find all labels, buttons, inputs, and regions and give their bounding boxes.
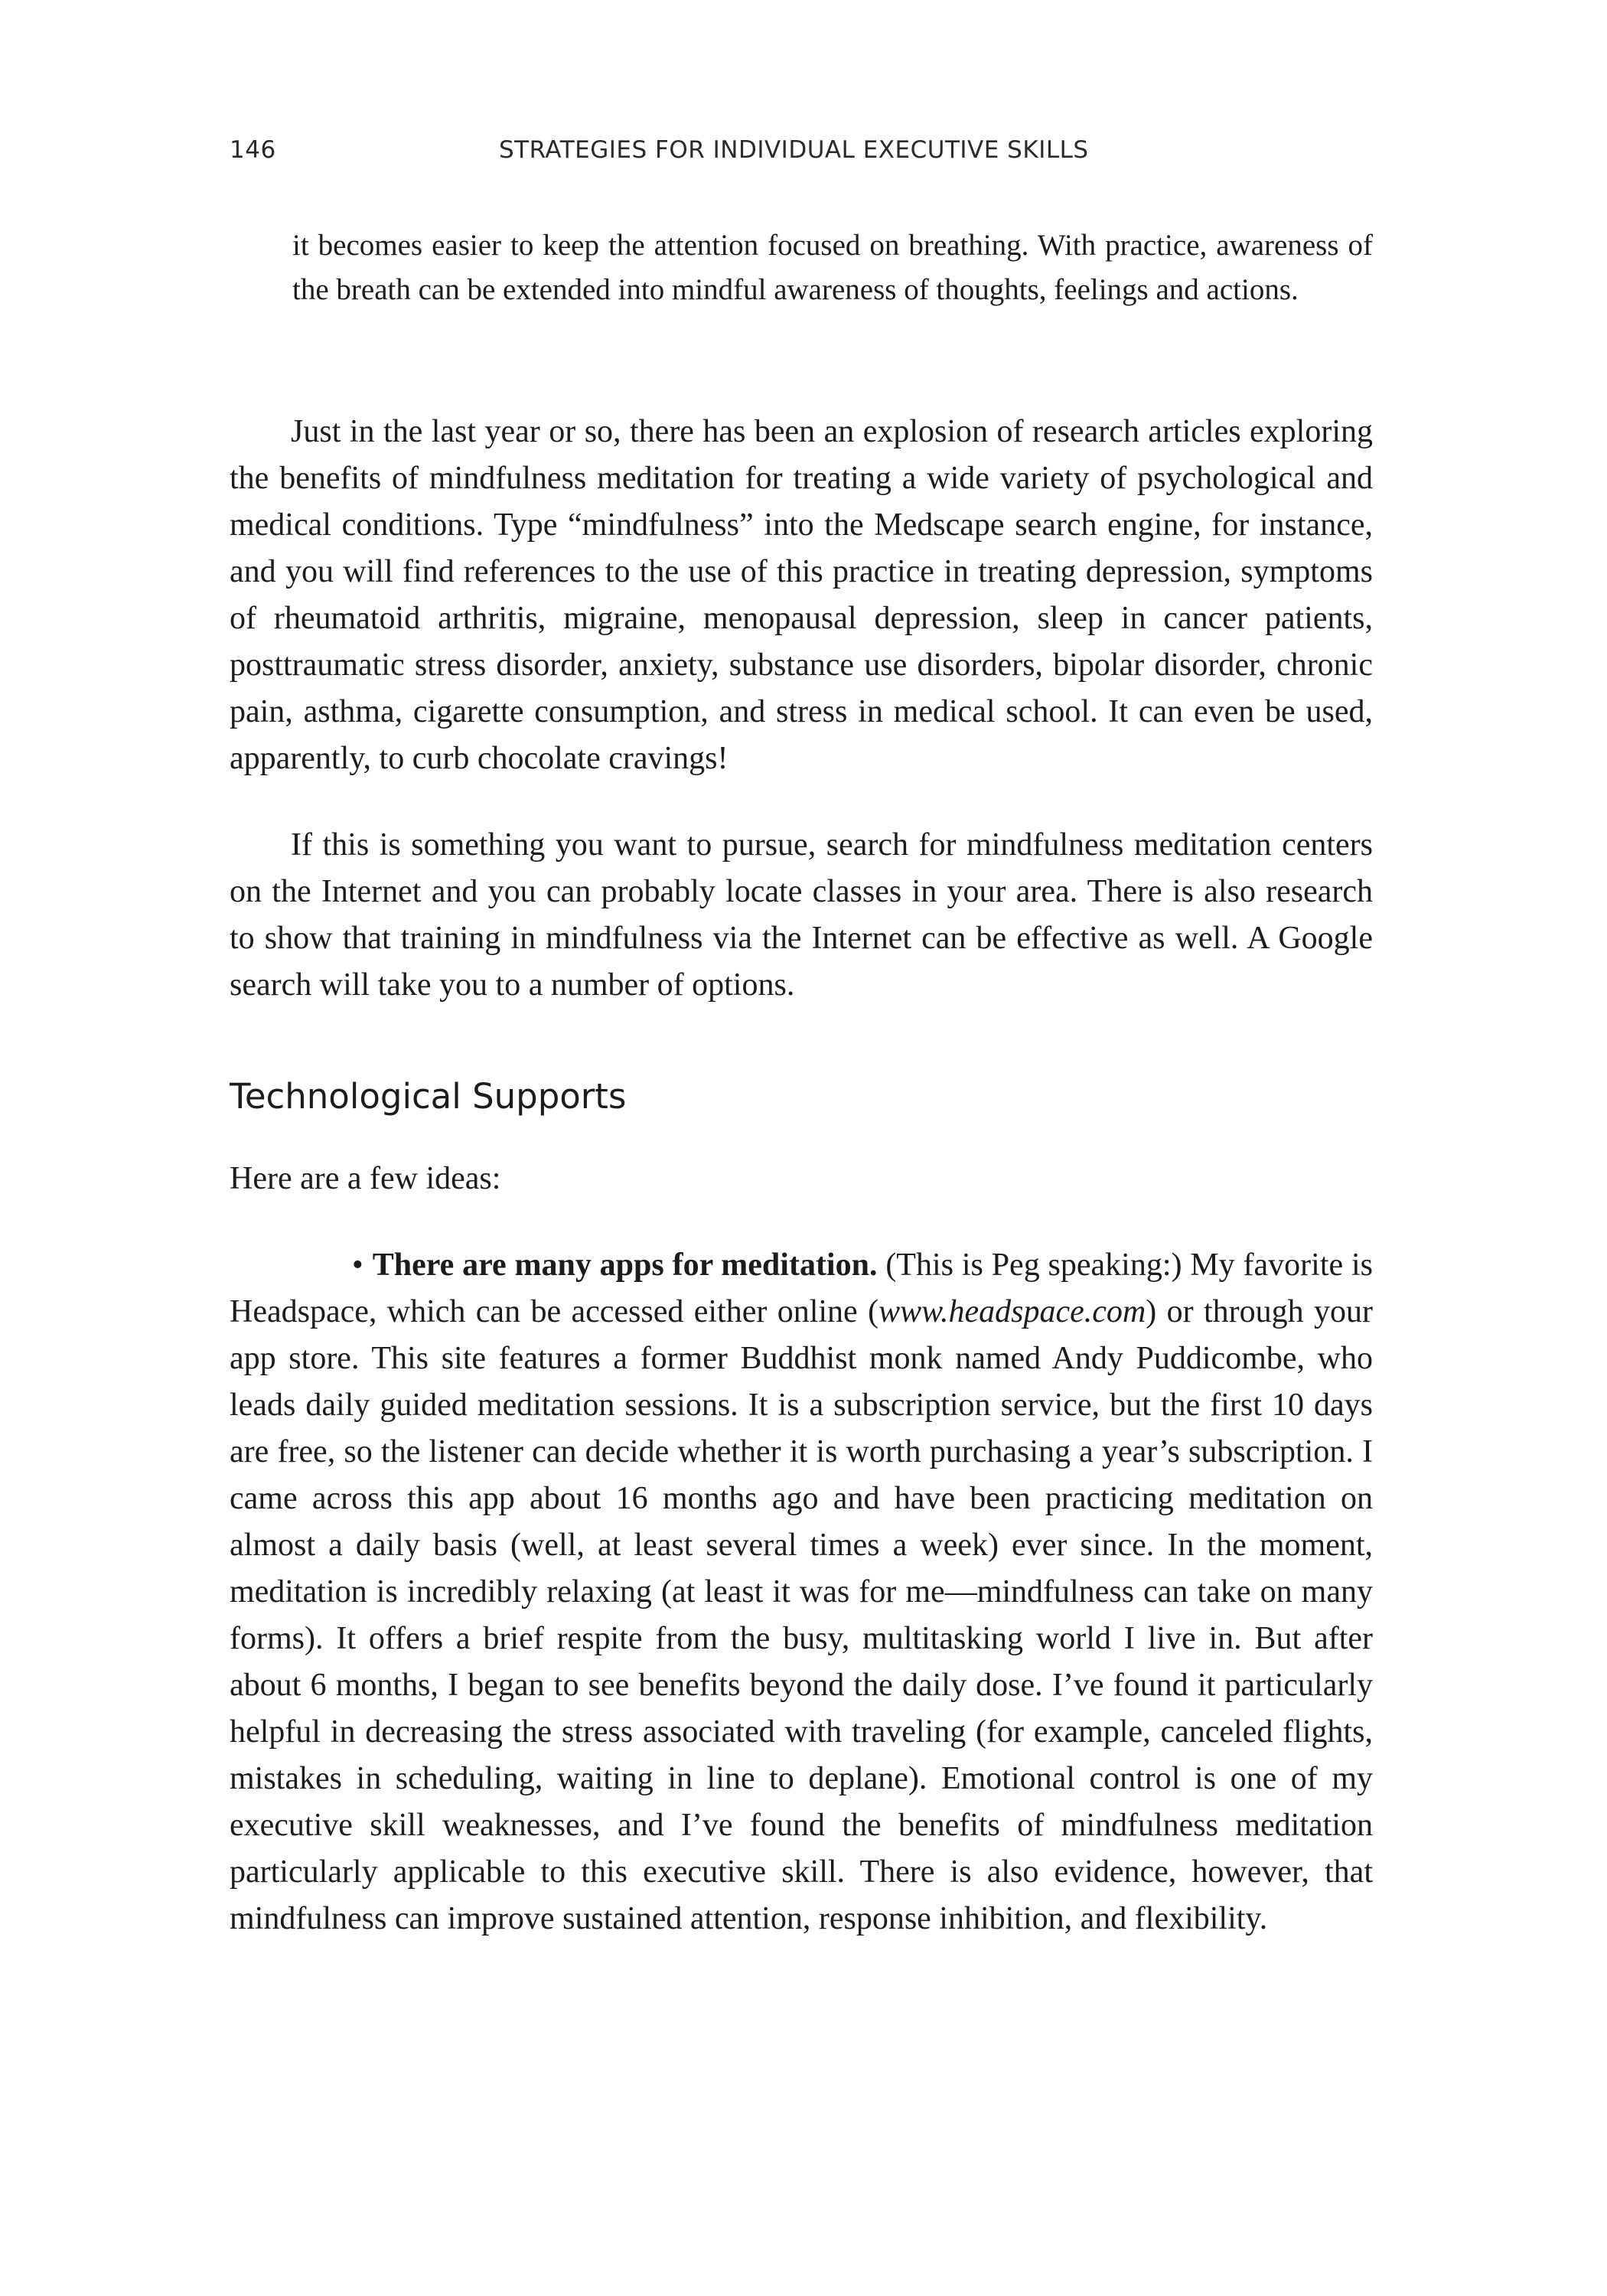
running-head-title: STRATEGIES FOR INDIVIDUAL EXECUTIVE SKILLS bbox=[499, 136, 1089, 164]
body-paragraph-centers: If this is something you want to pursue, search for mindfulness meditation centers on the Internet and you can probably locate classes in your area. There is also research to show that training in mindfulness via the Internet can be effective as well. A Google search will take you to a number of options. bbox=[230, 827, 1373, 1003]
bullet-text-before-url: (This is Peg speaking:) My favorite is Headspace, which can be accessed either online ( bbox=[230, 1247, 1373, 1329]
headspace-url: www.headspace.com bbox=[878, 1294, 1146, 1329]
bullet-item-meditation-apps bbox=[230, 1242, 1373, 1942]
bullet-lead: There are many apps for meditation. bbox=[372, 1247, 878, 1283]
section-heading: Technological Supports bbox=[230, 1076, 627, 1117]
block-quote: it becomes easier to keep the attention focused on breathing. With practice, awareness of the breath can be extended into mindful awareness of thoughts, feelings and actions. bbox=[292, 229, 1373, 306]
body-paragraph-research: Just in the last year or so, there has been an explosion of research articles exploring the benefits of mindfulness meditation for treating a wide variety of psychological and medical conditions. Type “mindfulness” into the Medscape search engine, for instance, and you will find references to the use of this practice in treating depression, symptoms of rheumatoid arthritis, migraine, menopausal depression, sleep in cancer patients, posttraumatic stress disorder, anxiety, substance use disorders, bipolar disorder, chronic pain, asthma, cigarette consumption, and stress in medical school. It can even be used, apparently, to curb chocolate cravings! bbox=[230, 414, 1373, 776]
section-intro: Here are a few ideas: bbox=[230, 1161, 501, 1196]
running-head bbox=[230, 136, 1377, 174]
bullet-text-after-url: ) or through your app store. This site features a former Buddhist monk named Andy Puddicombe, who leads daily guided meditation sessions. It is a subscription service, but the first 10 days are free, so the listener can decide whether it is worth purchasing a year’s subscription. I came across this app about 16 months ago and have been practicing meditation on almost a daily basis (well, at least several times a week) ever since. In the moment, meditation is incredibly relaxing (at least it was for me—mindfulness can take on many forms). It offers a brief respite from the busy, multitasking world I live in. But after about 6 months, I began to see benefits beyond the daily dose. I’ve found it particularly helpful in decreasing the stress associated with traveling (for example, canceled flights, mistakes in scheduling, waiting in line to deplane). Emotional control is one of my executive skill weaknesses, and I’ve found the benefits of mindfulness meditation particularly applicable to this executive skill. There is also evidence, however, that mindfulness can improve sustained attention, response inhibition, and flexibility. bbox=[230, 1294, 1373, 1936]
page-number: 146 bbox=[230, 136, 276, 164]
bullet-marker: • bbox=[352, 1247, 363, 1283]
